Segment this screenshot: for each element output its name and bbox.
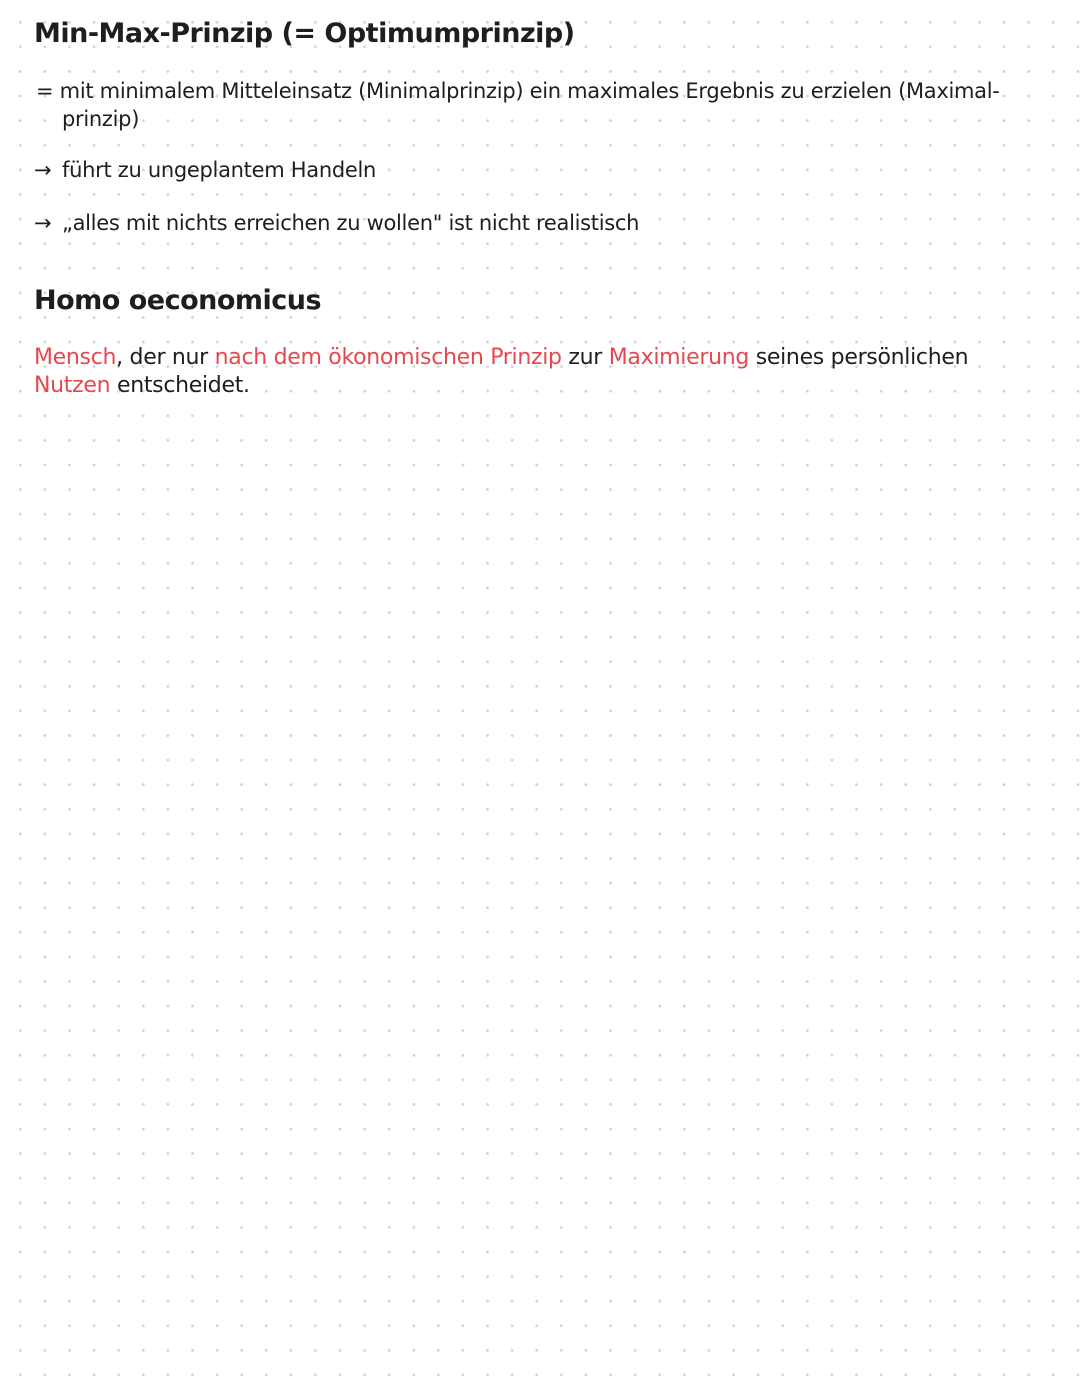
bullet-item-2 (34, 210, 639, 236)
arrow-right-icon: → (34, 211, 52, 235)
definition-line-2: prinzip) (62, 107, 140, 131)
homo-definition-line-1 (34, 345, 968, 371)
text-zur: zur (561, 345, 609, 370)
text-der-nur: , der nur (116, 345, 215, 370)
section-title-min-max-prinzip: Min-Max-Prinzip (= Optimumprinzip) (34, 18, 575, 49)
text-seines-persoenlichen: seines persönlichen (749, 345, 969, 370)
section-title-homo-oeconomicus: Homo oeconomicus (34, 285, 322, 316)
homo-definition-line-2 (34, 373, 250, 399)
term-mensch: Mensch (34, 345, 117, 370)
text-entscheidet: entscheidet. (110, 373, 250, 398)
arrow-right-icon: → (34, 158, 52, 182)
term-nutzen: Nutzen (34, 373, 111, 398)
bullet-item-1 (34, 157, 376, 183)
term-oekonomisches-prinzip: nach dem ökonomischen Prinzip (214, 345, 562, 370)
term-maximierung: Maximierung (608, 345, 750, 370)
bullet-text: „alles mit nichts erreichen zu wollen" ist nicht realistisch (62, 211, 640, 235)
definition-line-1: = mit minimalem Mitteleinsatz (Minimalprinzip) ein maximales Ergebnis zu erzielen (Maximal- (36, 79, 1000, 103)
bullet-text: führt zu ungeplantem Handeln (62, 158, 377, 182)
